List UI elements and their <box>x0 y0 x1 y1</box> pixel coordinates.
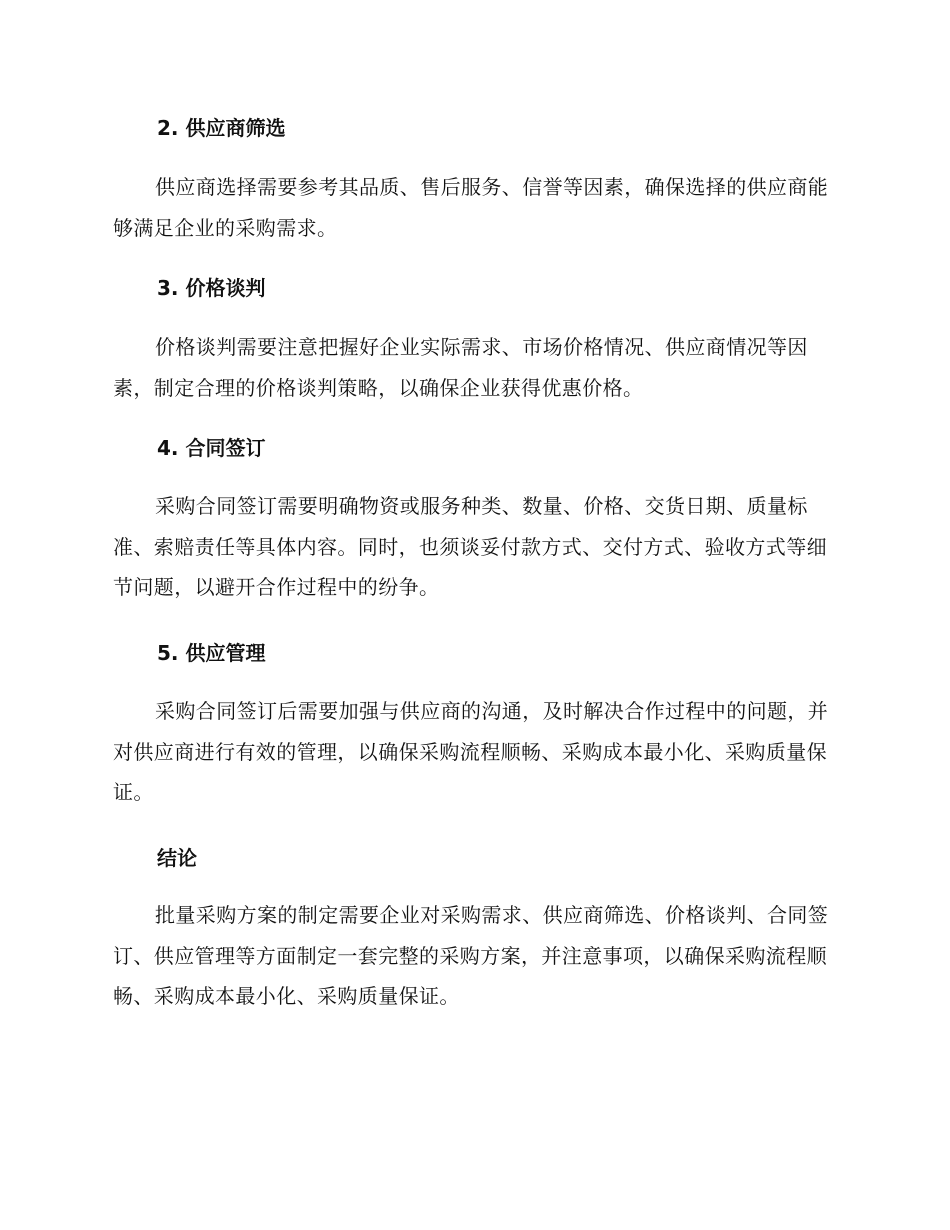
section-heading-supply-management: 5. 供应管理 <box>157 641 266 665</box>
section-heading-price-negotiation: 3. 价格谈判 <box>157 276 266 300</box>
section-heading-conclusion: 结论 <box>157 846 197 870</box>
section-body-conclusion: 批量采购方案的制定需要企业对采购需求、供应商筛选、价格谈判、合同签订、供应管理等方面制定一套完整的采购方案，并注意事项，以确保采购流程顺畅、采购成本最小化、采购质量保证。 <box>113 903 829 1008</box>
section-heading-supplier-screening: 2. 供应商筛选 <box>157 116 286 140</box>
section-body-price-negotiation: 价格谈判需要注意把握好企业实际需求、市场价格情况、供应商情况等因素，制定合理的价格谈判策略，以确保企业获得优惠价格。 <box>113 335 808 400</box>
section-body-supply-management: 采购合同签订后需要加强与供应商的沟通，及时解决合作过程中的问题，并对供应商进行有效的管理，以确保采购流程顺畅、采购成本最小化、采购质量保证。 <box>113 699 829 804</box>
section-body-contract-signing: 采购合同签订需要明确物资或服务种类、数量、价格、交货日期、质量标准、索赔责任等具体内容。同时，也须谈妥付款方式、交付方式、验收方式等细节问题，以避开合作过程中的纷争。 <box>113 494 827 599</box>
section-heading-contract-signing: 4. 合同签订 <box>157 436 266 460</box>
section-body-supplier-screening: 供应商选择需要参考其品质、售后服务、信誉等因素，确保选择的供应商能够满足企业的采购需求。 <box>113 175 829 240</box>
